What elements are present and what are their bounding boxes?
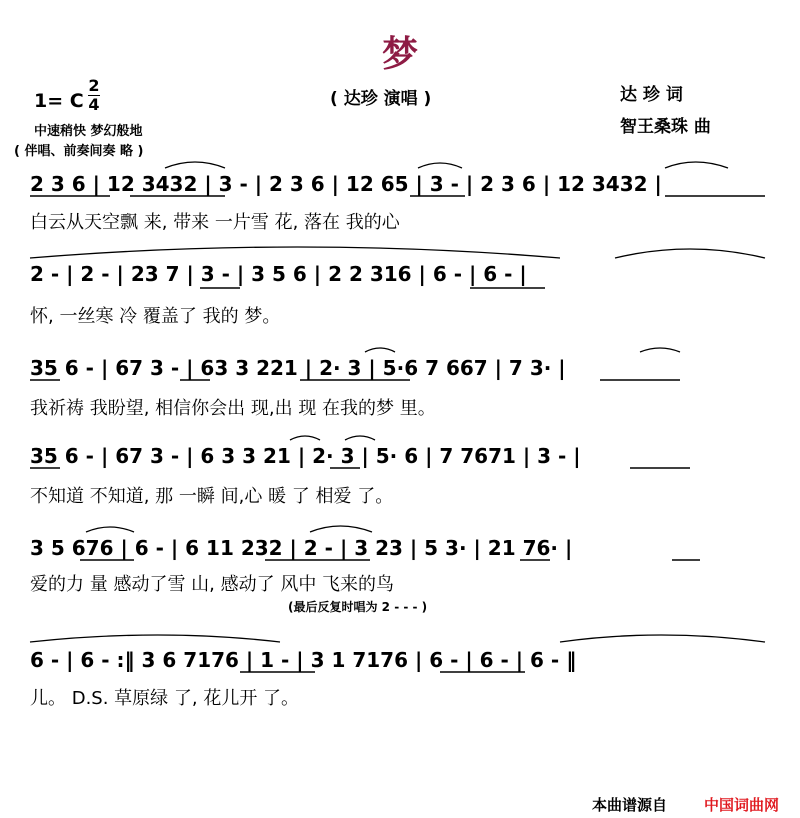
score-line-6: 6 - | 6 - :‖ 3 6 7176 | 1 - | 3 1 7176 | 6 - | 6 - | 6 - ‖ (30, 648, 577, 672)
key-signature: 1= C (34, 90, 84, 112)
score-line-4: 35 6 - | 67 3 - | 6 3 3 21 | 2· 3 | 5· 6 | 7 7671 | 3 - | (30, 444, 581, 468)
lyric-line-6: 儿。 D.S. 草原绿 了, 花儿开 了。 (30, 688, 300, 709)
lyric-line-2: 怀, 一丝寒 冷 覆盖了 我的 梦。 (30, 306, 281, 327)
song-title: 梦 (381, 34, 418, 75)
lyric-line-4: 不知道 不知道, 那 一瞬 间,心 暖 了 相爱 了。 (30, 486, 394, 507)
score-line-2: 2 - | 2 - | 23 7 | 3 - | 3 5 6 | 2 2 316 | 6 - | 6 - | (30, 262, 527, 286)
lyricist-credit: 达 珍 词 (620, 85, 683, 105)
time-signature-top: 2 (88, 76, 100, 95)
footer-site-link[interactable]: 中国词曲网 (704, 796, 780, 814)
footer-source-label: 本曲谱源自 (592, 796, 668, 814)
time-signature-bottom: 4 (88, 95, 100, 114)
lyric-line-1: 白云从天空飘 来, 带来 一片雪 花, 落在 我的心 (30, 212, 400, 233)
singer-credit: ( 达珍 演唱 ) (330, 89, 432, 109)
lyric-line-5: 爱的力 量 感动了雪 山, 感动了 风中 飞来的鸟 (30, 574, 395, 595)
ending-note: (最后反复时唱为 2 - - - ) (288, 600, 428, 614)
score-line-5: 3 5 676 | 6 - | 6 11 232 | 2 - | 3 23 | 5 3· | 21 76· | (30, 536, 573, 560)
tempo-marking: 中速稍快 梦幻般地 (34, 124, 143, 139)
omitted-note: ( 伴唱、前奏间奏 略 ) (14, 144, 144, 159)
composer-credit: 智王桑珠 曲 (620, 117, 711, 137)
score-line-1: 2 3 6 | 12 3432 | 3 - | 2 3 6 | 12 65 | 3 - | 2 3 6 | 12 3432 | (30, 172, 662, 196)
lyric-line-3: 我祈祷 我盼望, 相信你会出 现,出 现 在我的梦 里。 (30, 398, 436, 419)
score-line-3: 35 6 - | 67 3 - | 63 3 221 | 2· 3 | 5·6 7 667 | 7 3· | (30, 356, 566, 380)
